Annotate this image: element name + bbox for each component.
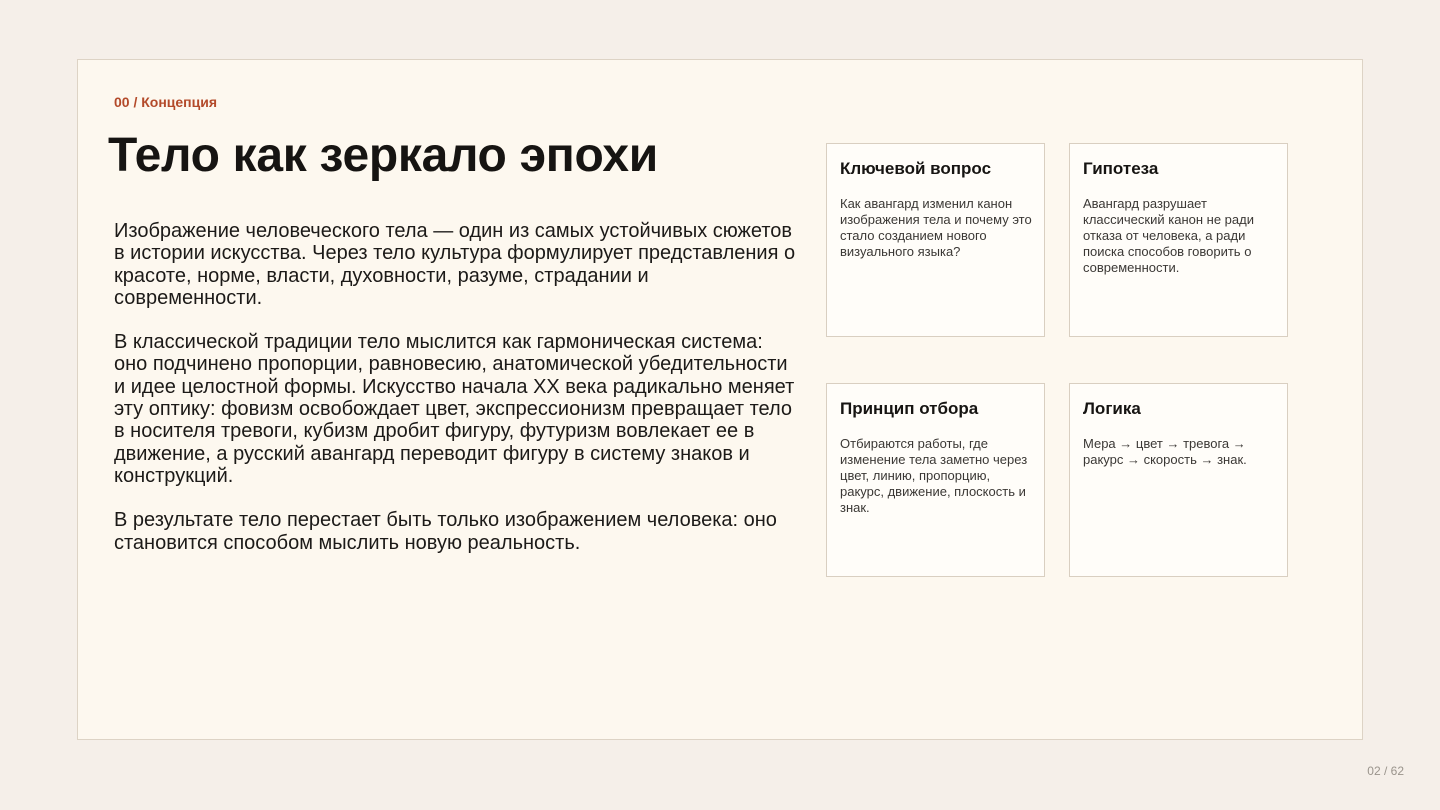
section-label: 00 / Концепция [114,94,218,110]
paragraph-result: В результате тело перестает быть только изображением человека: оно становится способом мыслить новую реальность. [114,509,777,554]
slide [77,59,1363,740]
card-key-question [826,143,1045,337]
card-text: Авангард разрушает классический канон не ради отказа от человека, а ради поиска способов говорить о современности. [1083,196,1254,275]
card-logic [1069,383,1288,577]
card-title: Ключевой вопрос [840,159,992,178]
card-text: Как авангард изменил канон изображения тела и почему это стало созданием нового визуального языка? [840,196,1032,259]
card-hypothesis [1069,143,1288,337]
card-title: Гипотеза [1083,159,1159,178]
card-title: Логика [1083,399,1141,418]
paragraph-intro: Изображение человеческого тела — один из самых устойчивых сюжетов в истории искусства. Через тело культура формулирует представления о красоте, норме, власти, духовности, разуме, страдании и современности. [114,220,796,309]
page-number: 02 / 62 [1367,764,1404,778]
card-title: Принцип отбора [840,399,979,418]
card-selection-principle [826,383,1045,577]
slide-title: Тело как зеркало эпохи [108,129,658,182]
paragraph-classical: В классической традиции тело мыслится как гармоническая система: оно подчинено пропорции, равновесию, анатомической убедительности и идее целостной формы. Искусство начала XX века радикально меняет эту оптику: фовизм освобождает цвет, экспрессионизм превращает тело в носителя тревоги, кубизм дробит фигуру, футуризм вовлекает ее в движение, а русский авангард переводит фигуру в систему знаков и конструкций. [114,331,795,487]
card-text: Мера → цвет → тревога → ракурс → скорость → знак. [1083,436,1247,467]
body-text [114,220,798,576]
card-text: Отбираются работы, где изменение тела заметно через цвет, линию, пропорцию, ракурс, движение, плоскость и знак. [840,436,1028,515]
